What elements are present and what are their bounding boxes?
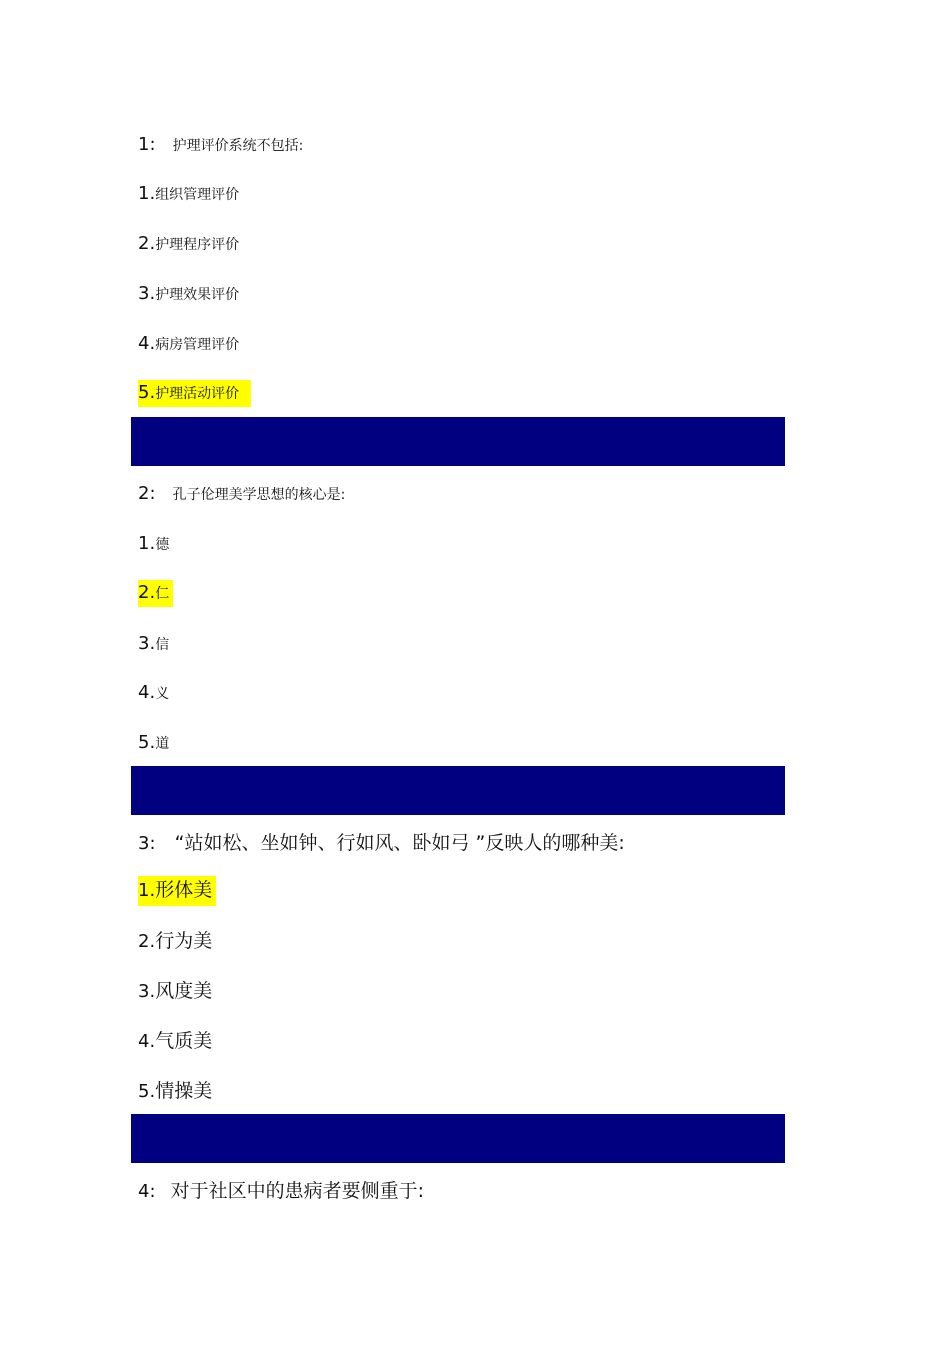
q1-option-4 [138,335,239,353]
q3-option-2 [138,932,212,951]
question-text: “站如松、坐如钟、行如风、卧如弓 ”反映人的哪种美: [174,832,625,854]
question-number: 3: [138,833,156,854]
question-3 [138,834,625,853]
question-number: 2: [138,483,156,504]
option-text: 护理效果评价 [155,287,240,303]
option-text: 风度美 [155,980,213,1002]
option-number: 2. [138,931,156,952]
question-text: 孔子伦理美学思想的核心是: [172,487,346,503]
option-text: 护理活动评价 [155,386,240,402]
q3-option-5 [138,1082,212,1101]
q3-option-3 [138,982,212,1001]
q2-option-3 [138,635,169,653]
option-number: 3. [138,981,156,1002]
option-number: 5. [138,382,156,403]
q2-option-4 [138,684,169,702]
q3-option-4 [138,1032,212,1051]
option-text: 形体美 [155,879,213,901]
q1-option-2 [138,235,239,253]
option-number: 1. [138,533,156,554]
separator-bar [131,766,785,815]
option-number: 2. [138,233,156,254]
option-number: 1. [138,183,156,204]
option-number: 3. [138,283,156,304]
question-4 [138,1182,424,1201]
option-number: 3. [138,633,156,654]
option-number: 4. [138,682,156,703]
option-text: 护理程序评价 [155,237,240,253]
separator-bar [131,417,785,466]
q1-option-3 [138,285,239,303]
q3-option-1-correct [138,876,216,906]
answer-highlight [138,876,216,906]
question-text: 护理评价系统不包括: [172,138,304,154]
option-text: 道 [155,736,170,752]
separator-bar [131,1114,785,1163]
option-number: 1. [138,880,156,901]
option-number: 4. [138,1031,156,1052]
option-text: 义 [155,686,170,702]
option-text: 德 [155,537,170,553]
q1-option-5-correct [138,380,251,407]
option-text: 病房管理评价 [155,337,240,353]
q2-option-1 [138,535,169,553]
option-number: 4. [138,333,156,354]
answer-highlight [138,380,251,407]
question-1 [138,136,303,154]
q2-option-2-correct [138,580,173,607]
option-text: 组织管理评价 [155,187,240,203]
question-number: 4: [138,1181,156,1202]
answer-highlight [138,580,173,607]
option-number: 2. [138,582,156,603]
option-text: 行为美 [155,930,213,952]
option-text: 信 [155,637,170,653]
question-2 [138,485,345,503]
question-text: 对于社区中的患病者要侧重于: [170,1180,425,1202]
option-text: 仁 [155,586,170,602]
option-text: 气质美 [155,1030,213,1052]
q2-option-5 [138,734,169,752]
question-number: 1: [138,134,156,155]
option-text: 情操美 [155,1080,213,1102]
q1-option-1 [138,185,239,203]
option-number: 5. [138,1081,156,1102]
option-number: 5. [138,732,156,753]
